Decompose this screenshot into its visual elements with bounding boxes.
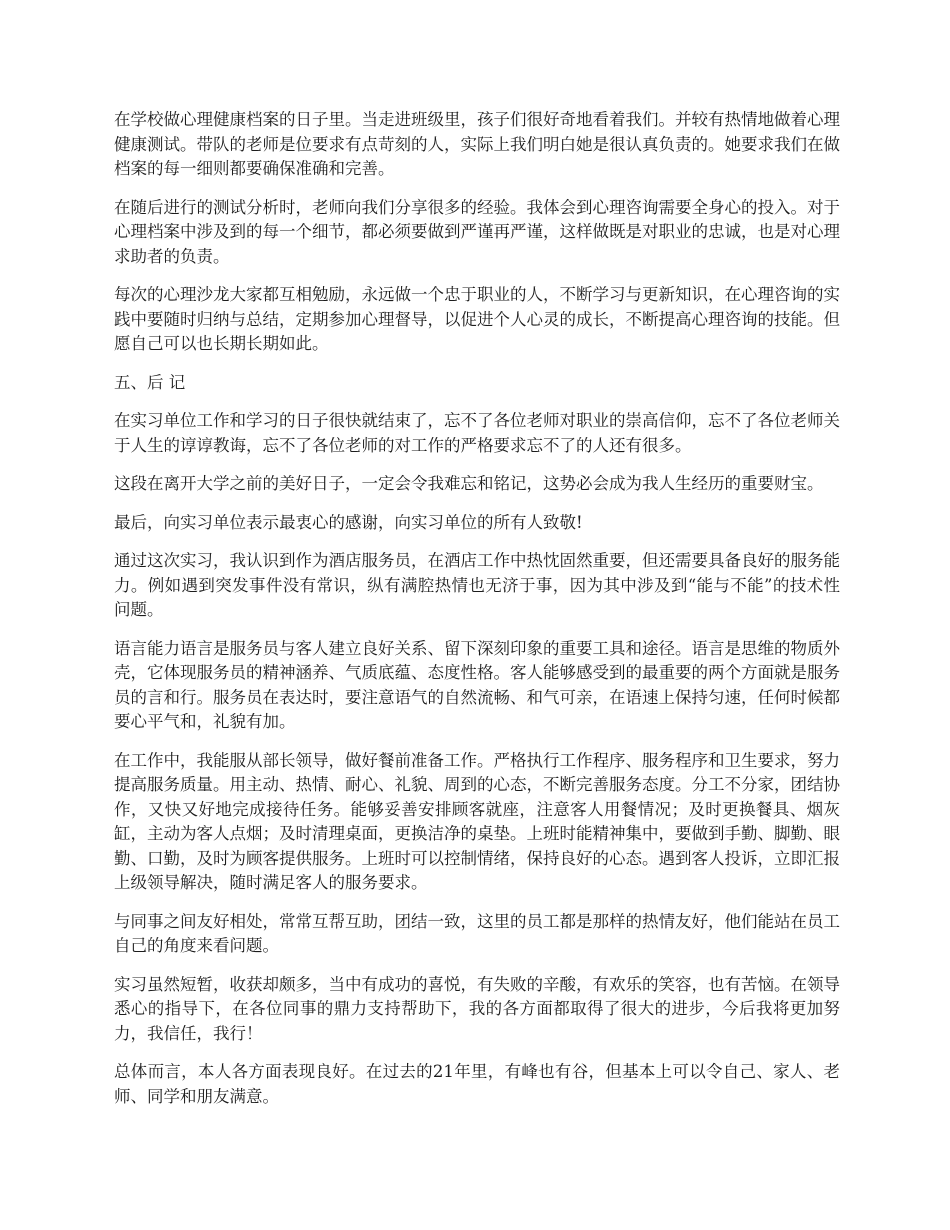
paragraph-psych-salon: 每次的心理沙龙大家都互相勉励，永远做一个忠于职业的人，不断学习与更新知识，在心理咨询的实践中要随时归纳与总结，定期参加心理督导，以促进个人心灵的成长，不断提高心理咨询的技能。但愿自己可以也长期长期如此。 <box>114 285 840 353</box>
paragraph-colleagues: 与同事之间友好相处，常常互帮互助，团结一致，这里的员工都是那样的热情友好，他们能站在员工自己的角度来看问题。 <box>114 911 840 955</box>
section-heading-afterword: 五、后 记 <box>114 372 186 392</box>
paragraph-internship-end: 在实习单位工作和学习的日子很快就结束了，忘不了各位老师对职业的崇高信仰，忘不了各位老师关于人生的谆谆教诲，忘不了各位老师的对工作的严格要求忘不了的人还有很多。 <box>114 411 840 455</box>
paragraph-memories: 这段在离开大学之前的美好日子，一定会令我难忘和铭记，这势必会成为我人生经历的重要财宝。 <box>114 474 824 493</box>
paragraph-thanks: 最后，向实习单位表示最衷心的感谢，向实习单位的所有人致敬! <box>114 512 583 532</box>
paragraph-hotel-service: 通过这次实习，我认识到作为酒店服务员，在酒店工作中热忱固然重要，但还需要具备良好的服务能力。例如遇到突发事件没有常识，纵有满腔热情也无济于事，因为其中涉及到“能与不能”的技术性问题。 <box>114 551 840 619</box>
document-body <box>114 108 840 1123</box>
paragraph-test-analysis: 在随后进行的测试分析时，老师向我们分享很多的经验。我体会到心理咨询需要全身心的投入。对于心理档案中涉及到的每一个细节，都必须要做到严谨再严谨，这样做既是对职业的忠诚，也是对心理求助者的负责。 <box>114 197 840 266</box>
paragraph-summary: 总体而言，本人各方面表现良好。在过去的21年里，有峰也有谷，但基本上可以令自己、家人、老师、同学和朋友满意。 <box>114 1062 840 1106</box>
paragraph-gains: 实习虽然短暂，收获却颇多，当中有成功的喜悦，有失败的辛酸，有欢乐的笑容，也有苦恼。在领导悉心的指导下，在各位同事的鼎力支持帮助下，我的各方面都取得了很大的进步，今后我将更加努力，我信任，我行！ <box>114 974 840 1043</box>
paragraph-work-duties: 在工作中，我能服从部长领导，做好餐前准备工作。严格执行工作程序、服务程序和卫生要求，努力提高服务质量。用主动、热情、耐心、礼貌、周到的心态，不断完善服务态度。分工不分家，团结协作，又快又好地完成接待任务。能够妥善安排顾客就座，注意客人用餐情况；及时更换餐具、烟灰缸，主动为客人点烟；及时清理桌面，更换洁净的桌垫。上班时能精神集中，要做到手勤、脚勤、眼勤、口勤，及时为顾客提供服务。上班时可以控制情绪，保持良好的心态。遇到客人投诉，立即汇报上级领导解决，随时满足客人的服务要求。 <box>114 750 840 892</box>
paragraph-archive-work: 在学校做心理健康档案的日子里。当走进班级里，孩子们很好奇地看着我们。并较有热情地做着心理健康测试。带队的老师是位要求有点苛刻的人，实际上我们明白她是很认真负责的。她要求我们在做档案的每一细则都要确保准确和完善。 <box>114 110 840 178</box>
paragraph-language-ability: 语言能力语言是服务员与客人建立良好关系、留下深刻印象的重要工具和途径。语言是思维的物质外壳，它体现服务员的精神涵养、气质底蕴、态度性格。客人能够感受到的最重要的两个方面就是服务员的言和行。服务员在表达时，要注意语气的自然流畅、和气可亲，在语速上保持匀速，任何时候都要心平气和，礼貌有加。 <box>114 638 840 731</box>
